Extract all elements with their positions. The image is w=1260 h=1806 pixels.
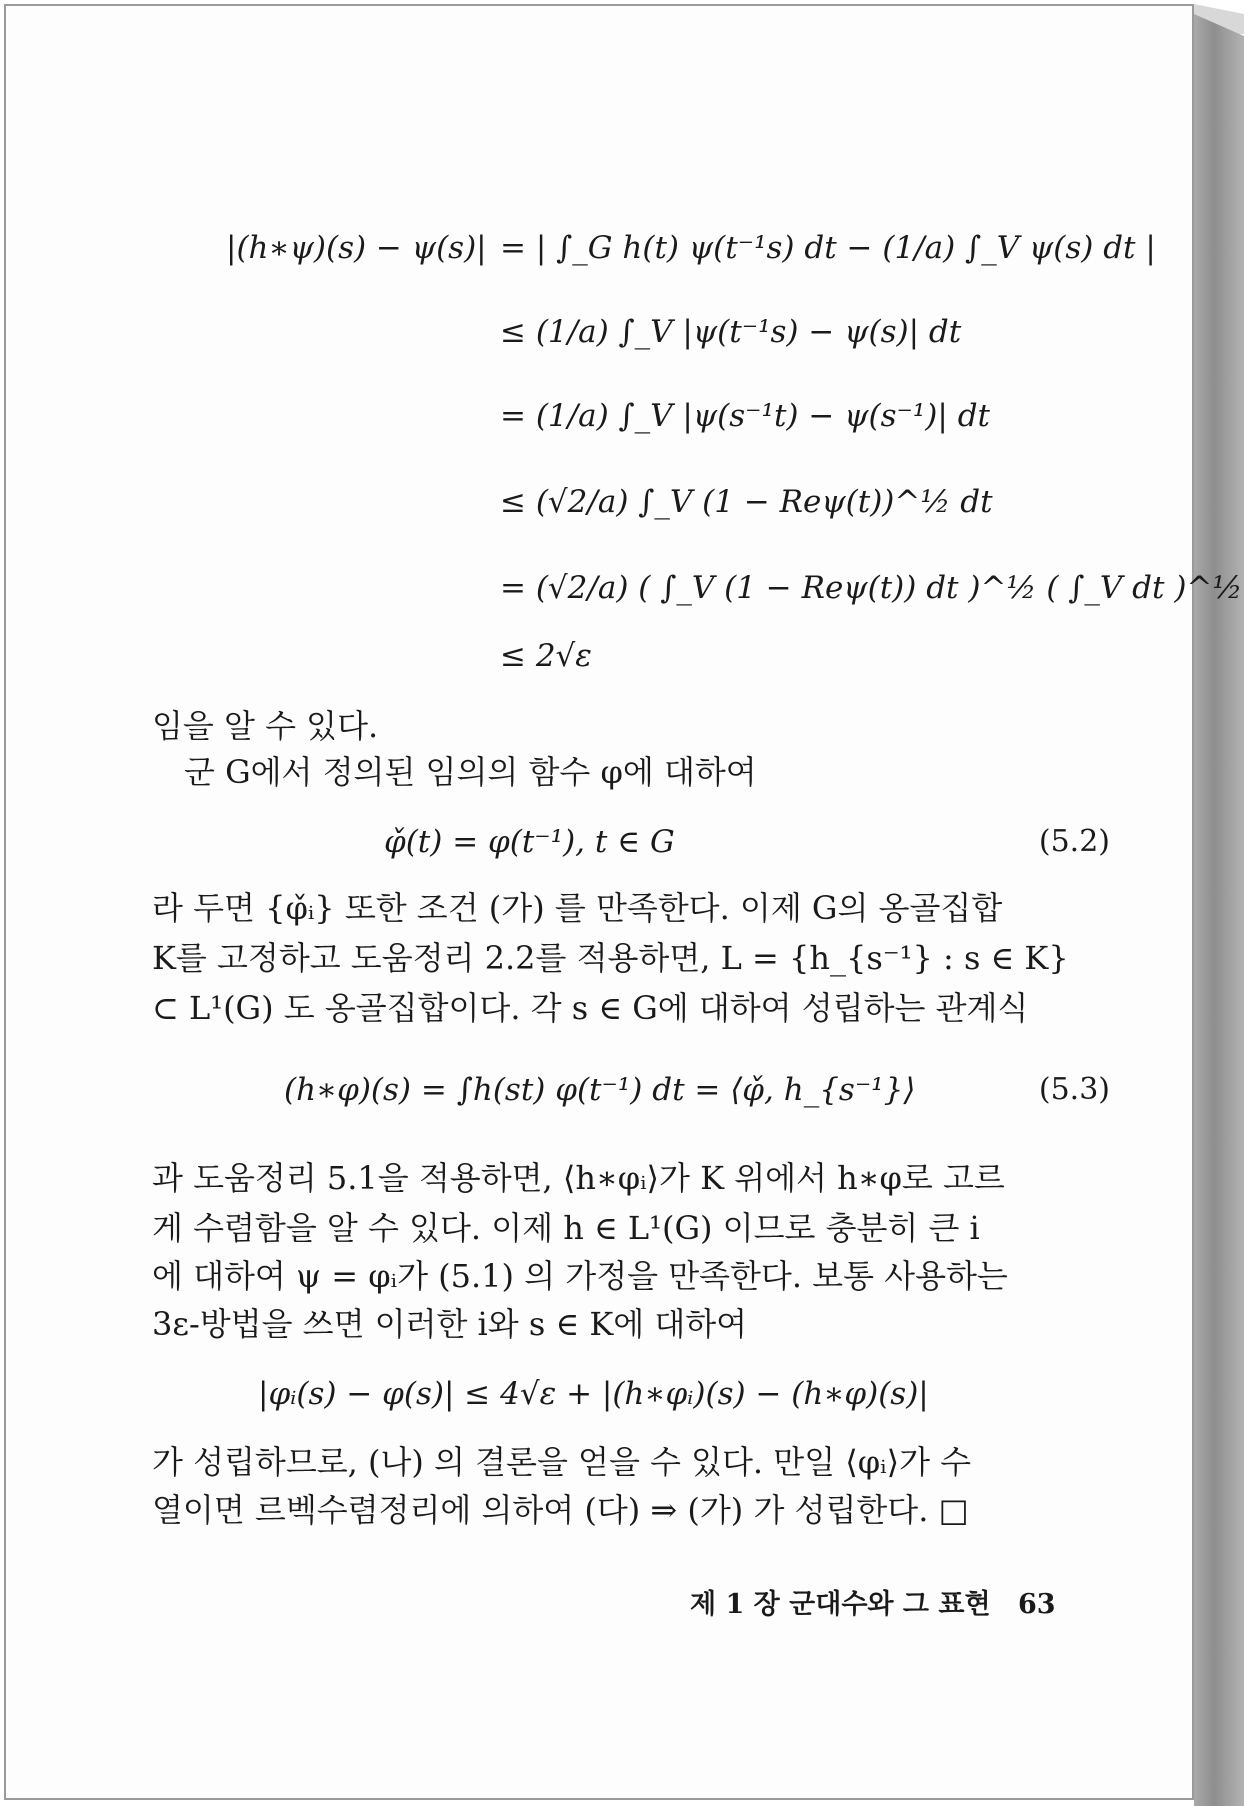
- paragraph-line: ⊂ L¹(G) 도 옹골집합이다. 각 s ∈ G에 대하여 성립하는 관계식: [152, 989, 1029, 1027]
- chapter-title: 제 1 장 군대수와 그 표현: [690, 1589, 991, 1620]
- equation-row: ≤ 2√ε: [500, 638, 592, 674]
- equation-row: = (√2/a) ( ∫_V (1 − Reψ(t)) dt )^½ ( ∫_V dt )^½: [500, 570, 1243, 606]
- paragraph-line: 열이면 르벡수렴정리에 의하여 (다) ⇒ (가) 가 성립한다. □: [152, 1491, 969, 1529]
- equation-5-2: φ̌(t) = φ(t⁻¹), t ∈ G: [384, 824, 675, 860]
- paragraph-line: 3ε-방법을 쓰면 이러한 i와 s ∈ K에 대하여: [152, 1305, 748, 1343]
- equation-number: (5.2): [1038, 824, 1110, 859]
- page-stack-edge: [1194, 14, 1244, 1806]
- paragraph-line: 임을 알 수 있다.: [152, 707, 379, 745]
- equation-final: |φᵢ(s) − φ(s)| ≤ 4√ε + |(h∗φᵢ)(s) − (h∗φ)(s)|: [258, 1376, 929, 1412]
- paragraph-line: 가 성립하므로, (나) 의 결론을 얻을 수 있다. 만일 ⟨φᵢ⟩가 수: [152, 1443, 972, 1481]
- equation-row: = | ∫_G h(t) ψ(t⁻¹s) dt − (1/a) ∫_V ψ(s) dt |: [500, 230, 1156, 266]
- equation-row: = (1/a) ∫_V |ψ(s⁻¹t) − ψ(s⁻¹)| dt: [500, 398, 990, 434]
- paragraph-line: 군 G에서 정의된 임의의 함수 φ에 대하여: [184, 753, 757, 791]
- equation-row: ≤ (√2/a) ∫_V (1 − Reψ(t))^½ dt: [500, 484, 993, 520]
- paragraph-line: 에 대하여 ψ = φᵢ가 (5.1) 의 가정을 만족한다. 보통 사용하는: [152, 1257, 1008, 1295]
- paragraph-line: K를 고정하고 도움정리 2.2를 적용하면, L = {h_{s⁻¹} : s ∈ K}: [152, 939, 1069, 977]
- running-footer: [690, 1582, 1056, 1621]
- paragraph-line: 과 도움정리 5.1을 적용하면, ⟨h∗φᵢ⟩가 K 위에서 h∗φ로 고르: [152, 1159, 1005, 1197]
- equation-lhs: |(h∗ψ)(s) − ψ(s)|: [226, 230, 487, 266]
- equation-5-3: (h∗φ)(s) = ∫h(st) φ(t⁻¹) dt = ⟨φ̌, h_{s⁻¹}⟩: [284, 1072, 916, 1108]
- equation-number: (5.3): [1038, 1072, 1110, 1107]
- page-number: 63: [1017, 1589, 1056, 1620]
- paragraph-line: 라 두면 {φ̌ᵢ} 또한 조건 (가) 를 만족한다. 이제 G의 옹골집합: [152, 889, 1003, 927]
- paragraph-line: 게 수렴함을 알 수 있다. 이제 h ∈ L¹(G) 이므로 충분히 큰 i: [152, 1209, 980, 1247]
- equation-row: ≤ (1/a) ∫_V |ψ(t⁻¹s) − ψ(s)| dt: [500, 314, 962, 350]
